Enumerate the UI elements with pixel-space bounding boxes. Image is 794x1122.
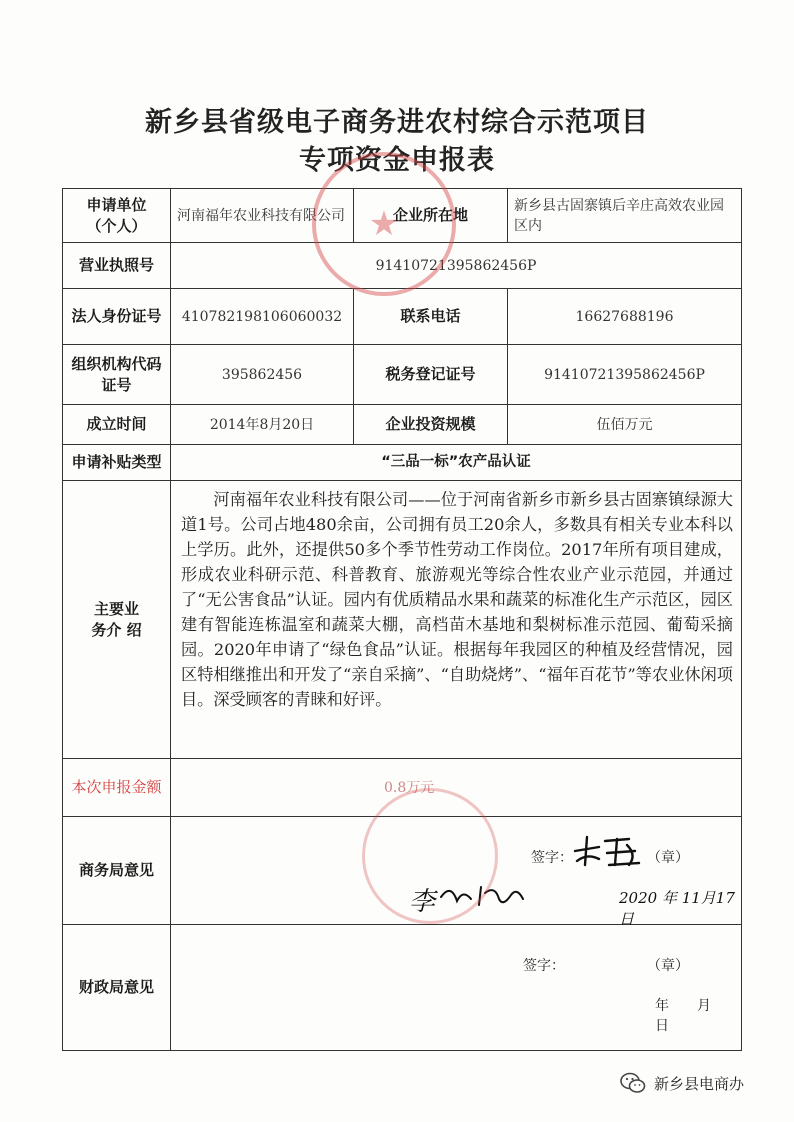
- commerce-seal-label: （章）: [647, 850, 689, 866]
- license-value: 91410721395862456P: [171, 243, 742, 289]
- wechat-icon: [620, 1072, 646, 1094]
- commerce-handwritten-scribble: [437, 879, 527, 909]
- founded-label: 成立时间: [63, 405, 171, 445]
- commerce-handwritten-date: 2020 年 11月17日: [619, 889, 735, 928]
- finance-opinion: [171, 925, 742, 1051]
- commerce-handwritten-signature: 李: [409, 887, 436, 917]
- commerce-signature-mark: [569, 831, 649, 871]
- finance-label: 财政局意见: [63, 925, 171, 1051]
- finance-date-label: 年 月 日: [655, 998, 739, 1034]
- row-org-code: [63, 345, 742, 405]
- tax-value: 91410721395862456P: [508, 345, 742, 405]
- commerce-label: 商务局意见: [63, 817, 171, 925]
- location-label: 企业所在地: [354, 189, 508, 243]
- wechat-account-name: 新乡县电商办: [654, 1074, 745, 1093]
- org-code-value: 395862456: [171, 345, 354, 405]
- investment-label: 企业投资规模: [354, 405, 508, 445]
- amount-text: 0.8万元: [384, 779, 435, 796]
- tax-label: 税务登记证号: [354, 345, 508, 405]
- founded-value: 2014年8月20日: [171, 405, 354, 445]
- row-commerce: [63, 817, 742, 925]
- license-label: 营业执照号: [63, 243, 171, 289]
- phone-label: 联系电话: [354, 289, 508, 345]
- row-legal-id: [63, 289, 742, 345]
- legal-id-label: 法人身份证号: [63, 289, 171, 345]
- applicant-label: 申请单位（个人）: [63, 189, 171, 243]
- amount-label: 本次申报金额: [63, 759, 171, 817]
- location-value: 新乡县古固寨镇后辛庄高效农业园区内: [508, 189, 742, 243]
- phone-value: 16627688196: [508, 289, 742, 345]
- business-label: 主要业务介 绍: [63, 481, 171, 759]
- commerce-sign-label: 签字：: [531, 850, 573, 866]
- row-license: [63, 243, 742, 289]
- applicant-value: 河南福年农业科技有限公司: [171, 189, 354, 243]
- subsidy-label: 申请补贴类型: [63, 445, 171, 481]
- seal-star-icon: ★: [368, 204, 400, 244]
- document-subtitle: 专项资金申报表: [299, 145, 495, 176]
- row-subsidy: [63, 445, 742, 481]
- row-amount: [63, 759, 742, 817]
- wechat-watermark: [620, 1072, 744, 1094]
- subsidy-value: “三品一标”农产品认证: [171, 445, 742, 481]
- application-form-table: [62, 188, 742, 1051]
- commerce-opinion: [171, 817, 742, 928]
- row-business: [63, 481, 742, 759]
- org-code-label: 组织机构代码证号: [63, 345, 171, 405]
- finance-seal-label: （章）: [647, 958, 689, 974]
- row-founded: [63, 405, 742, 445]
- row-finance: [63, 925, 742, 1051]
- legal-id-value: 410782198106060032: [171, 289, 354, 345]
- business-text: 河南福年农业科技有限公司——位于河南省新乡市新乡县古固寨镇绿源大道1号。公司占地480余亩，公司拥有员工20余人，多数具有相关专业本科以上学历。此外，还提供50多个季节性劳动工作岗位。2017年所有项目建成，形成农业科研示范、科普教育、旅游观光等综合性农业产业示范园，并通过了“无公害食品”认证。园内有优质精品水果和蔬菜的标准化生产示范区，园区建有智能连栋温室和蔬菜大棚，高档苗木基地和梨树标准示范园、葡萄采摘园。2020年申请了“绿色食品”认证。根据每年我园区的种植及经营情况，园区特相继推出和开发了“亲自采摘”、“自助烧烤”、“福年百花节”等农业休闲项目。深受顾客的青睐和好评。: [181, 490, 733, 709]
- document-title: 新乡县省级电子商务进农村综合示范项目: [145, 107, 649, 138]
- investment-value: 伍佰万元: [508, 405, 742, 445]
- row-applicant: [63, 189, 742, 243]
- finance-sign-label: 签字：: [523, 958, 565, 974]
- business-description: [171, 481, 742, 759]
- amount-value: [171, 759, 742, 817]
